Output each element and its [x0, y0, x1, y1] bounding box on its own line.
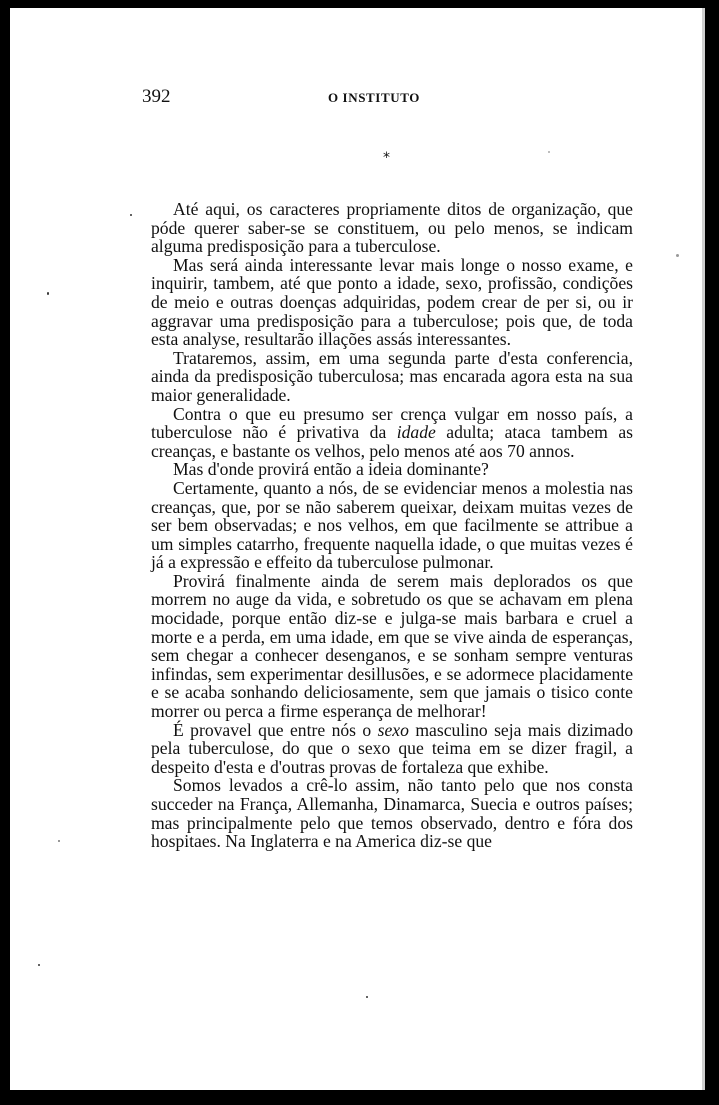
page-header: [140, 86, 570, 112]
paragraph: Certamente, quanto a nós, de se evidenciar menos a molestia nas creanças, que, por se não saberem queixar, deixam muitas vezes de ser bem observadas; e nos velhos, em que facilmente se attribue a um simples catarrho, frequente naquella idade, o que muitas vezes é já a expressão e effeito da tuberculose pulmonar.: [151, 477, 633, 573]
print-speck: [130, 214, 132, 216]
print-speck: [366, 996, 368, 998]
paragraph: Mas será ainda interessante levar mais longe o nosso exame, e inquirir, tambem, até que ponto a idade, sexo, profissão, condições de meio e outras doenças adquiridas, podem crear de per si, ou ir aggravar uma predisposição para a tuberculose; pois que, de toda esta analyse, resultarão illações assás interessantes.: [151, 254, 633, 350]
print-speck: [58, 840, 60, 842]
page-number: 392: [142, 86, 171, 107]
asterisk-ornament: *: [383, 150, 390, 166]
paragraph: Mas d'onde provirá então a ideia dominante?: [173, 459, 489, 480]
paragraph: Até aqui, os caracteres propriamente ditos de organização, que póde querer saber-se se constituem, ou pelo menos, se indicam alguma predisposição para a tuberculose.: [151, 199, 633, 257]
print-speck: [47, 292, 49, 295]
italic-word: idade: [396, 422, 436, 443]
print-speck: [676, 254, 679, 257]
print-speck: [548, 151, 550, 153]
paragraph: Contra o que eu presumo ser crença vulgar em nosso país, a tuberculose não é privativa da idade adulta; ataca tambem as creanças, e bastante os velhos, pelo menos até aos 70 annos.: [151, 403, 633, 461]
print-speck: [38, 964, 40, 966]
paragraph: É provavel que entre nós o sexo masculino seja mais dizimado pela tuberculose, do que o sexo que teima em se dizer fragil, a despeito d'esta e d'outras provas de fortaleza que exhibe.: [151, 719, 633, 777]
paragraph: Trataremos, assim, em uma segunda parte d'esta conferencia, ainda da predisposição tuberculosa; mas encarada agora esta na sua maior generalidade.: [151, 347, 633, 405]
body-text: [151, 200, 633, 851]
paragraph: Provirá finalmente ainda de serem mais deplorados os que morrem no auge da vida, e sobretudo os que se achavam em plena mocidade, porque então diz-se e julga-se mais barbara e cruel a morte e a perda, em uma idade, em que se vive ainda de esperanças, sem chegar a conhecer desenganos, e se sonham sempre venturas infindas, sem experimentar desillusões, e se adormece placidamente e se acaba sonhando deliciosamente, sem que jamais o tisico conte morrer ou perca a firme esperança de melhorar!: [151, 570, 633, 722]
running-title: O INSTITUTO: [328, 90, 420, 105]
paragraph: Somos levados a crê-lo assim, não tanto pelo que nos consta succeder na França, Allemanha, Dinamarca, Suecia e outros países; mas principalmente pelo que temos observado, dentro e fóra dos hospitaes. Na Inglaterra e na America diz-se que: [151, 775, 633, 852]
italic-word: sexo: [377, 719, 409, 740]
page-edge: [702, 8, 705, 1090]
book-page: [10, 8, 702, 1090]
